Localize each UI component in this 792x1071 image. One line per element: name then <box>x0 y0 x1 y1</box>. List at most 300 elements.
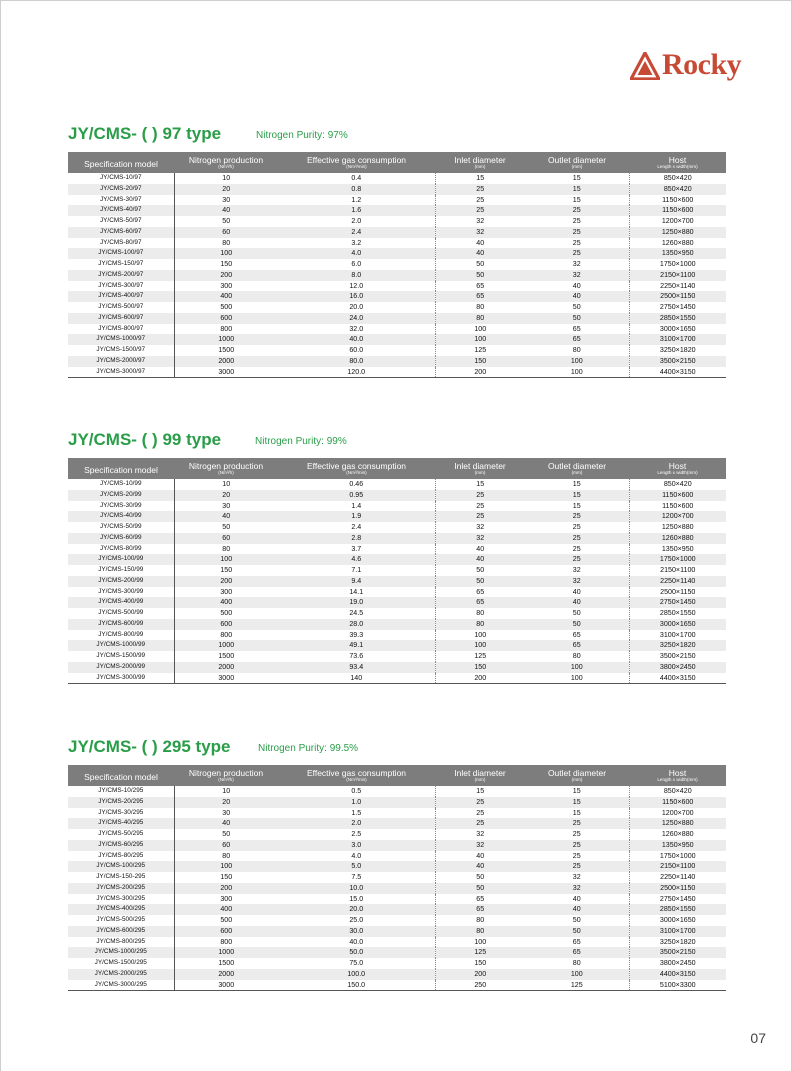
cell-host: 2750×1450 <box>629 597 726 608</box>
cell-nitrogen-production: 20 <box>174 490 278 501</box>
header-outlet-diameter-label: Outlet diameter <box>547 154 607 165</box>
cell-host: 3000×1650 <box>659 324 696 333</box>
cell-host: 850×420 <box>629 184 726 195</box>
cell-outlet-diameter: 32 <box>525 565 629 576</box>
cell-nitrogen-production: 30 <box>222 808 231 817</box>
cell-gas-consumption: 80.0 <box>278 356 435 367</box>
cell-inlet-diameter: 40 <box>476 851 485 860</box>
cell-model: JY/CMS-1500/99 <box>68 651 174 662</box>
cell-host: 3250×1820 <box>629 640 726 651</box>
header-gas-consumption-unit: (Nm³/min) <box>346 776 367 782</box>
cell-model: JY/CMS-2000/99 <box>68 662 174 673</box>
cell-gas-consumption: 20.0 <box>278 904 435 915</box>
cell-host: 1200×700 <box>661 808 694 817</box>
cell-outlet-diameter: 32 <box>525 883 629 894</box>
cell-inlet-diameter: 50 <box>476 566 485 574</box>
cell-outlet-diameter: 25 <box>525 238 629 249</box>
section-title: JY/CMS- ( ) 295 type <box>68 737 231 756</box>
cell-model: JY/CMS-80/99 <box>68 544 174 555</box>
header-host-unit: Length x width(mm) <box>657 163 698 169</box>
cell-nitrogen-production: 300 <box>220 281 233 290</box>
cell-nitrogen-production: 80 <box>222 238 231 247</box>
cell-host: 1750×1000 <box>659 260 696 268</box>
cell-outlet-diameter: 15 <box>525 490 629 501</box>
spec-section-97 <box>68 124 726 376</box>
cell-inlet-diameter: 65 <box>476 894 485 903</box>
cell-inlet-diameter: 150 <box>435 662 525 673</box>
cell-host: 1250×880 <box>629 227 726 238</box>
cell-model: JY/CMS-800/295 <box>68 937 174 948</box>
cell-model: JY/CMS-200/295 <box>68 883 174 894</box>
table-row <box>68 479 726 490</box>
cell-inlet-diameter: 32 <box>435 533 525 544</box>
cell-gas-consumption: 3.7 <box>278 544 435 555</box>
section-title: JY/CMS- ( ) 97 type <box>68 124 222 143</box>
header-row <box>68 458 726 479</box>
cell-gas-consumption: 30.0 <box>278 926 435 937</box>
cell-inlet-diameter: 50 <box>435 883 525 894</box>
cell-model: JY/CMS-50/295 <box>68 829 174 840</box>
cell-model: JY/CMS-1000/295 <box>68 947 174 958</box>
header-host <box>629 458 726 479</box>
cell-model: JY/CMS-10/295 <box>68 786 174 797</box>
header-inlet-diameter-unit: (mm) <box>474 776 486 782</box>
cell-inlet-diameter: 40 <box>476 544 485 553</box>
spec-table <box>68 765 726 991</box>
cell-outlet-diameter: 40 <box>525 291 629 302</box>
header-gas-consumption-label: Effective gas consumption <box>306 767 407 778</box>
cell-nitrogen-production: 300 <box>220 587 233 596</box>
cell-gas-consumption: 50.0 <box>278 947 435 958</box>
header-model <box>68 152 174 173</box>
spec-section-295 <box>68 737 726 989</box>
spec-table <box>68 458 726 684</box>
cell-nitrogen-production: 800 <box>220 937 233 946</box>
cell-gas-consumption: 25.0 <box>278 915 435 926</box>
cell-outlet-diameter: 25 <box>525 840 629 851</box>
cell-inlet-diameter: 65 <box>435 291 525 302</box>
cell-gas-consumption: 24.5 <box>278 608 435 619</box>
cell-model: JY/CMS-1000/97 <box>68 334 174 345</box>
cell-gas-consumption: 0.8 <box>278 184 435 195</box>
table-row <box>68 313 726 324</box>
cell-outlet-diameter: 32 <box>525 270 629 281</box>
cell-gas-consumption: 28.0 <box>278 619 435 630</box>
cell-nitrogen-production: 200 <box>174 270 278 281</box>
header-inlet-diameter-label: Inlet diameter <box>454 460 506 471</box>
cell-model: JY/CMS-800/99 <box>68 630 174 641</box>
cell-nitrogen-production: 2000 <box>174 662 278 673</box>
header-nitrogen-production-label: Nitrogen production <box>188 154 264 165</box>
cell-outlet-diameter: 25 <box>525 533 629 544</box>
cell-outlet-diameter: 32 <box>525 259 629 270</box>
cell-gas-consumption: 1.6 <box>278 205 435 216</box>
cell-model: JY/CMS-150-295 <box>68 872 174 883</box>
header-gas-consumption <box>278 765 435 786</box>
table-row <box>68 281 726 292</box>
cell-inlet-diameter: 40 <box>476 238 485 247</box>
cell-model: JY/CMS-80/97 <box>68 238 174 249</box>
header-gas-consumption-label: Effective gas consumption <box>306 154 407 165</box>
header-host-unit: Length x width(mm) <box>657 469 698 475</box>
header-host <box>629 765 726 786</box>
spec-section-99 <box>68 430 726 682</box>
cell-nitrogen-production: 200 <box>174 576 278 587</box>
cell-gas-consumption: 6.0 <box>278 259 435 270</box>
table-row <box>68 840 726 851</box>
cell-model: JY/CMS-10/99 <box>68 479 174 490</box>
cell-nitrogen-production: 600 <box>174 313 278 324</box>
cell-gas-consumption: 73.6 <box>278 651 435 662</box>
cell-gas-consumption: 49.1 <box>278 640 435 651</box>
cell-nitrogen-production: 500 <box>220 916 233 924</box>
cell-outlet-diameter: 50 <box>525 313 629 324</box>
cell-model: JY/CMS-50/97 <box>68 216 174 227</box>
cell-host: 3800×2450 <box>629 662 726 673</box>
brand-logo-text: Rocky <box>662 48 742 81</box>
table-row <box>68 640 726 651</box>
table-row <box>68 958 726 969</box>
cell-outlet-diameter: 15 <box>525 195 629 206</box>
table-row <box>68 926 726 937</box>
header-nitrogen-production-label: Nitrogen production <box>188 460 264 471</box>
table-row <box>68 587 726 598</box>
table-row <box>68 533 726 544</box>
header-nitrogen-production <box>174 458 278 479</box>
table-row <box>68 216 726 227</box>
cell-gas-consumption: 1.9 <box>278 511 435 522</box>
cell-nitrogen-production: 10 <box>222 787 231 795</box>
cell-nitrogen-production: 50 <box>222 217 231 225</box>
cell-outlet-diameter: 65 <box>525 324 629 335</box>
cell-nitrogen-production: 400 <box>174 291 278 302</box>
cell-gas-consumption: 150.0 <box>278 980 435 991</box>
cell-nitrogen-production: 80 <box>222 544 231 553</box>
table-row <box>68 651 726 662</box>
table-row <box>68 184 726 195</box>
cell-inlet-diameter: 32 <box>476 523 485 531</box>
brand-logo <box>630 40 741 80</box>
table-row <box>68 829 726 840</box>
cell-outlet-diameter: 15 <box>525 501 629 512</box>
cell-host: 1350×950 <box>629 840 726 851</box>
header-outlet-diameter-label: Outlet diameter <box>547 460 607 471</box>
cell-outlet-diameter: 40 <box>525 904 629 915</box>
cell-gas-consumption: 2.5 <box>278 829 435 840</box>
cell-host: 2850×1550 <box>629 313 726 324</box>
cell-host: 1750×1000 <box>629 554 726 565</box>
cell-model: JY/CMS-600/97 <box>68 313 174 324</box>
table-row <box>68 797 726 808</box>
cell-outlet-diameter: 15 <box>525 184 629 195</box>
header-inlet-diameter-unit: (mm) <box>474 163 486 169</box>
cell-gas-consumption: 15.0 <box>278 894 435 905</box>
cell-model: JY/CMS-40/295 <box>68 818 174 829</box>
table-row <box>68 619 726 630</box>
cell-host: 1150×600 <box>629 490 726 501</box>
table-row <box>68 904 726 915</box>
cell-host: 3250×1820 <box>659 937 696 946</box>
header-gas-consumption <box>278 152 435 173</box>
cell-model: JY/CMS-100/295 <box>68 861 174 872</box>
cell-outlet-diameter: 65 <box>525 334 629 345</box>
cell-nitrogen-production: 30 <box>222 195 231 204</box>
cell-outlet-diameter: 25 <box>525 205 629 216</box>
cell-gas-consumption: 2.0 <box>278 216 435 227</box>
table-row <box>68 662 726 673</box>
cell-nitrogen-production: 100 <box>174 248 278 259</box>
cell-inlet-diameter: 32 <box>435 840 525 851</box>
cell-inlet-diameter: 200 <box>435 367 525 378</box>
cell-model: JY/CMS-600/295 <box>68 926 174 937</box>
table-row <box>68 937 726 948</box>
cell-nitrogen-production: 500 <box>220 609 233 617</box>
cell-model: JY/CMS-150/97 <box>68 259 174 270</box>
table-row <box>68 334 726 345</box>
cell-host: 2150×1100 <box>629 270 726 281</box>
cell-host: 2500×1150 <box>660 587 696 596</box>
cell-model: JY/CMS-3000/295 <box>68 980 174 991</box>
cell-nitrogen-production: 600 <box>174 619 278 630</box>
cell-inlet-diameter: 80 <box>476 303 485 311</box>
cell-inlet-diameter: 100 <box>474 630 487 639</box>
cell-nitrogen-production: 2000 <box>174 969 278 980</box>
cell-nitrogen-production: 1000 <box>174 640 278 651</box>
header-outlet-diameter <box>525 765 629 786</box>
cell-inlet-diameter: 80 <box>476 609 485 617</box>
cell-inlet-diameter: 125 <box>474 652 487 660</box>
table-row <box>68 511 726 522</box>
cell-nitrogen-production: 500 <box>220 303 233 311</box>
cell-inlet-diameter: 25 <box>476 808 485 817</box>
cell-model: JY/CMS-30/99 <box>68 501 174 512</box>
cell-host: 1260×880 <box>661 830 694 838</box>
cell-host: 2500×1150 <box>629 291 726 302</box>
cell-gas-consumption: 20.0 <box>278 302 435 313</box>
cell-outlet-diameter: 15 <box>525 808 629 819</box>
cell-nitrogen-production: 400 <box>174 904 278 915</box>
cell-host: 2250×1140 <box>629 576 726 587</box>
cell-nitrogen-production: 1500 <box>218 346 235 354</box>
table-row <box>68 894 726 905</box>
header-host-label: Host <box>668 460 687 471</box>
cell-inlet-diameter: 25 <box>435 184 525 195</box>
cell-inlet-diameter: 32 <box>476 217 485 225</box>
cell-inlet-diameter: 50 <box>476 873 485 881</box>
cell-outlet-diameter: 100 <box>525 662 629 673</box>
cell-gas-consumption: 140 <box>278 673 435 684</box>
cell-gas-consumption: 0.95 <box>278 490 435 501</box>
cell-nitrogen-production: 150 <box>220 873 233 881</box>
cell-outlet-diameter: 25 <box>525 818 629 829</box>
cell-outlet-diameter: 25 <box>525 554 629 565</box>
cell-nitrogen-production: 100 <box>174 554 278 565</box>
header-host-unit: Length x width(mm) <box>657 776 698 782</box>
cell-inlet-diameter: 25 <box>435 511 525 522</box>
cell-gas-consumption: 2.4 <box>278 227 435 238</box>
cell-model: JY/CMS-60/97 <box>68 227 174 238</box>
cell-nitrogen-production: 3000 <box>174 980 278 991</box>
cell-host: 3500×2150 <box>629 356 726 367</box>
cell-gas-consumption: 120.0 <box>278 367 435 378</box>
table-row <box>68 345 726 356</box>
cell-outlet-diameter: 25 <box>525 861 629 872</box>
header-nitrogen-production <box>174 152 278 173</box>
cell-host: 2150×1100 <box>660 566 696 574</box>
cell-outlet-diameter: 25 <box>525 248 629 259</box>
cell-nitrogen-production: 3000 <box>174 367 278 378</box>
cell-model: JY/CMS-300/97 <box>68 281 174 292</box>
header-model-label: Specification model <box>84 771 158 782</box>
cell-gas-consumption: 93.4 <box>278 662 435 673</box>
table-row <box>68 367 726 378</box>
cell-inlet-diameter: 25 <box>476 195 485 204</box>
page-number: 07 <box>750 1030 766 1046</box>
cell-model: JY/CMS-400/295 <box>68 904 174 915</box>
cell-outlet-diameter: 40 <box>525 281 629 292</box>
cell-model: JY/CMS-200/97 <box>68 270 174 281</box>
table-row <box>68 969 726 980</box>
cell-model: JY/CMS-60/295 <box>68 840 174 851</box>
cell-outlet-diameter: 65 <box>525 947 629 958</box>
cell-model: JY/CMS-20/295 <box>68 797 174 808</box>
table-row <box>68 608 726 619</box>
cell-gas-consumption: 7.1 <box>278 565 435 576</box>
cell-model: JY/CMS-20/97 <box>68 184 174 195</box>
header-model-label: Specification model <box>84 158 158 169</box>
cell-model: JY/CMS-40/97 <box>68 205 174 216</box>
cell-gas-consumption: 0.46 <box>278 479 435 490</box>
cell-host: 2500×1150 <box>629 883 726 894</box>
cell-model: JY/CMS-20/99 <box>68 490 174 501</box>
header-model-label: Specification model <box>84 464 158 475</box>
cell-nitrogen-production: 80 <box>222 851 231 860</box>
cell-host: 3500×2150 <box>659 652 696 660</box>
cell-host: 4400×3150 <box>629 367 726 378</box>
cell-outlet-diameter: 25 <box>525 544 629 555</box>
header-host-label: Host <box>668 154 687 165</box>
header-nitrogen-production <box>174 765 278 786</box>
table-row <box>68 227 726 238</box>
cell-gas-consumption: 16.0 <box>278 291 435 302</box>
cell-host: 1260×880 <box>661 238 694 247</box>
cell-inlet-diameter: 25 <box>476 501 485 510</box>
section-purity: Nitrogen Purity: 97% <box>256 130 348 141</box>
cell-gas-consumption: 4.6 <box>278 554 435 565</box>
section-purity: Nitrogen Purity: 99% <box>255 436 347 447</box>
cell-gas-consumption: 1.5 <box>278 808 435 819</box>
cell-model: JY/CMS-150/99 <box>68 565 174 576</box>
cell-gas-consumption: 39.3 <box>278 630 435 641</box>
cell-inlet-diameter: 80 <box>476 916 485 924</box>
cell-model: JY/CMS-400/97 <box>68 291 174 302</box>
cell-nitrogen-production: 600 <box>174 926 278 937</box>
header-outlet-diameter <box>525 458 629 479</box>
cell-model: JY/CMS-40/99 <box>68 511 174 522</box>
cell-nitrogen-production: 10 <box>222 480 231 488</box>
cell-outlet-diameter: 50 <box>525 915 629 926</box>
cell-model: JY/CMS-600/99 <box>68 619 174 630</box>
cell-host: 2750×1450 <box>659 303 696 311</box>
cell-nitrogen-production: 40 <box>174 818 278 829</box>
header-inlet-diameter <box>435 765 525 786</box>
cell-inlet-diameter: 125 <box>435 947 525 958</box>
header-gas-consumption <box>278 458 435 479</box>
table-row <box>68 872 726 883</box>
cell-model: JY/CMS-80/295 <box>68 851 174 862</box>
cell-inlet-diameter: 25 <box>435 490 525 501</box>
cell-nitrogen-production: 800 <box>220 630 233 639</box>
cell-inlet-diameter: 65 <box>476 587 485 596</box>
table-row <box>68 818 726 829</box>
cell-inlet-diameter: 125 <box>474 346 487 354</box>
cell-host: 1150×600 <box>629 797 726 808</box>
cell-outlet-diameter: 80 <box>525 651 629 662</box>
cell-gas-consumption: 7.5 <box>278 872 435 883</box>
cell-inlet-diameter: 65 <box>435 597 525 608</box>
cell-host: 2150×1100 <box>629 861 726 872</box>
cell-gas-consumption: 12.0 <box>278 281 435 292</box>
table-row <box>68 947 726 958</box>
cell-model: JY/CMS-3000/97 <box>68 367 174 378</box>
header-outlet-diameter-label: Outlet diameter <box>547 767 607 778</box>
cell-inlet-diameter: 80 <box>435 926 525 937</box>
header-gas-consumption-unit: (Nm³/min) <box>346 163 367 169</box>
cell-outlet-diameter: 15 <box>525 173 629 184</box>
cell-model: JY/CMS-800/97 <box>68 324 174 335</box>
header-nitrogen-production-unit: (Nm³/h) <box>218 776 234 782</box>
cell-outlet-diameter: 80 <box>525 958 629 969</box>
cell-inlet-diameter: 250 <box>435 980 525 991</box>
table-row <box>68 851 726 862</box>
cell-model: JY/CMS-500/99 <box>68 608 174 619</box>
cell-outlet-diameter: 40 <box>525 894 629 905</box>
cell-host: 3000×1650 <box>659 916 696 924</box>
cell-outlet-diameter: 25 <box>525 511 629 522</box>
table-row <box>68 324 726 335</box>
cell-nitrogen-production: 10 <box>222 174 231 182</box>
table-row <box>68 270 726 281</box>
cell-host: 1750×1000 <box>659 851 696 860</box>
cell-outlet-diameter: 40 <box>525 597 629 608</box>
cell-gas-consumption: 8.0 <box>278 270 435 281</box>
cell-host: 2850×1550 <box>659 609 696 617</box>
cell-nitrogen-production: 150 <box>220 260 233 268</box>
cell-gas-consumption: 14.1 <box>278 587 435 598</box>
cell-gas-consumption: 75.0 <box>278 958 435 969</box>
cell-gas-consumption: 32.0 <box>278 324 435 335</box>
cell-inlet-diameter: 15 <box>476 480 485 488</box>
cell-host: 1200×700 <box>629 511 726 522</box>
cell-outlet-diameter: 50 <box>525 926 629 937</box>
cell-host: 1350×950 <box>629 248 726 259</box>
table-row <box>68 630 726 641</box>
cell-model: JY/CMS-3000/99 <box>68 673 174 684</box>
cell-gas-consumption: 4.0 <box>278 248 435 259</box>
table-row <box>68 302 726 313</box>
cell-inlet-diameter: 65 <box>476 281 485 290</box>
cell-gas-consumption: 1.0 <box>278 797 435 808</box>
cell-outlet-diameter: 15 <box>525 786 629 797</box>
cell-host: 5100×3300 <box>629 980 726 991</box>
cell-model: JY/CMS-300/99 <box>68 587 174 598</box>
cell-model: JY/CMS-400/99 <box>68 597 174 608</box>
cell-model: JY/CMS-100/97 <box>68 248 174 259</box>
cell-host: 1260×880 <box>629 533 726 544</box>
page-border-top <box>0 0 792 1</box>
cell-inlet-diameter: 15 <box>476 787 485 795</box>
table-row <box>68 883 726 894</box>
